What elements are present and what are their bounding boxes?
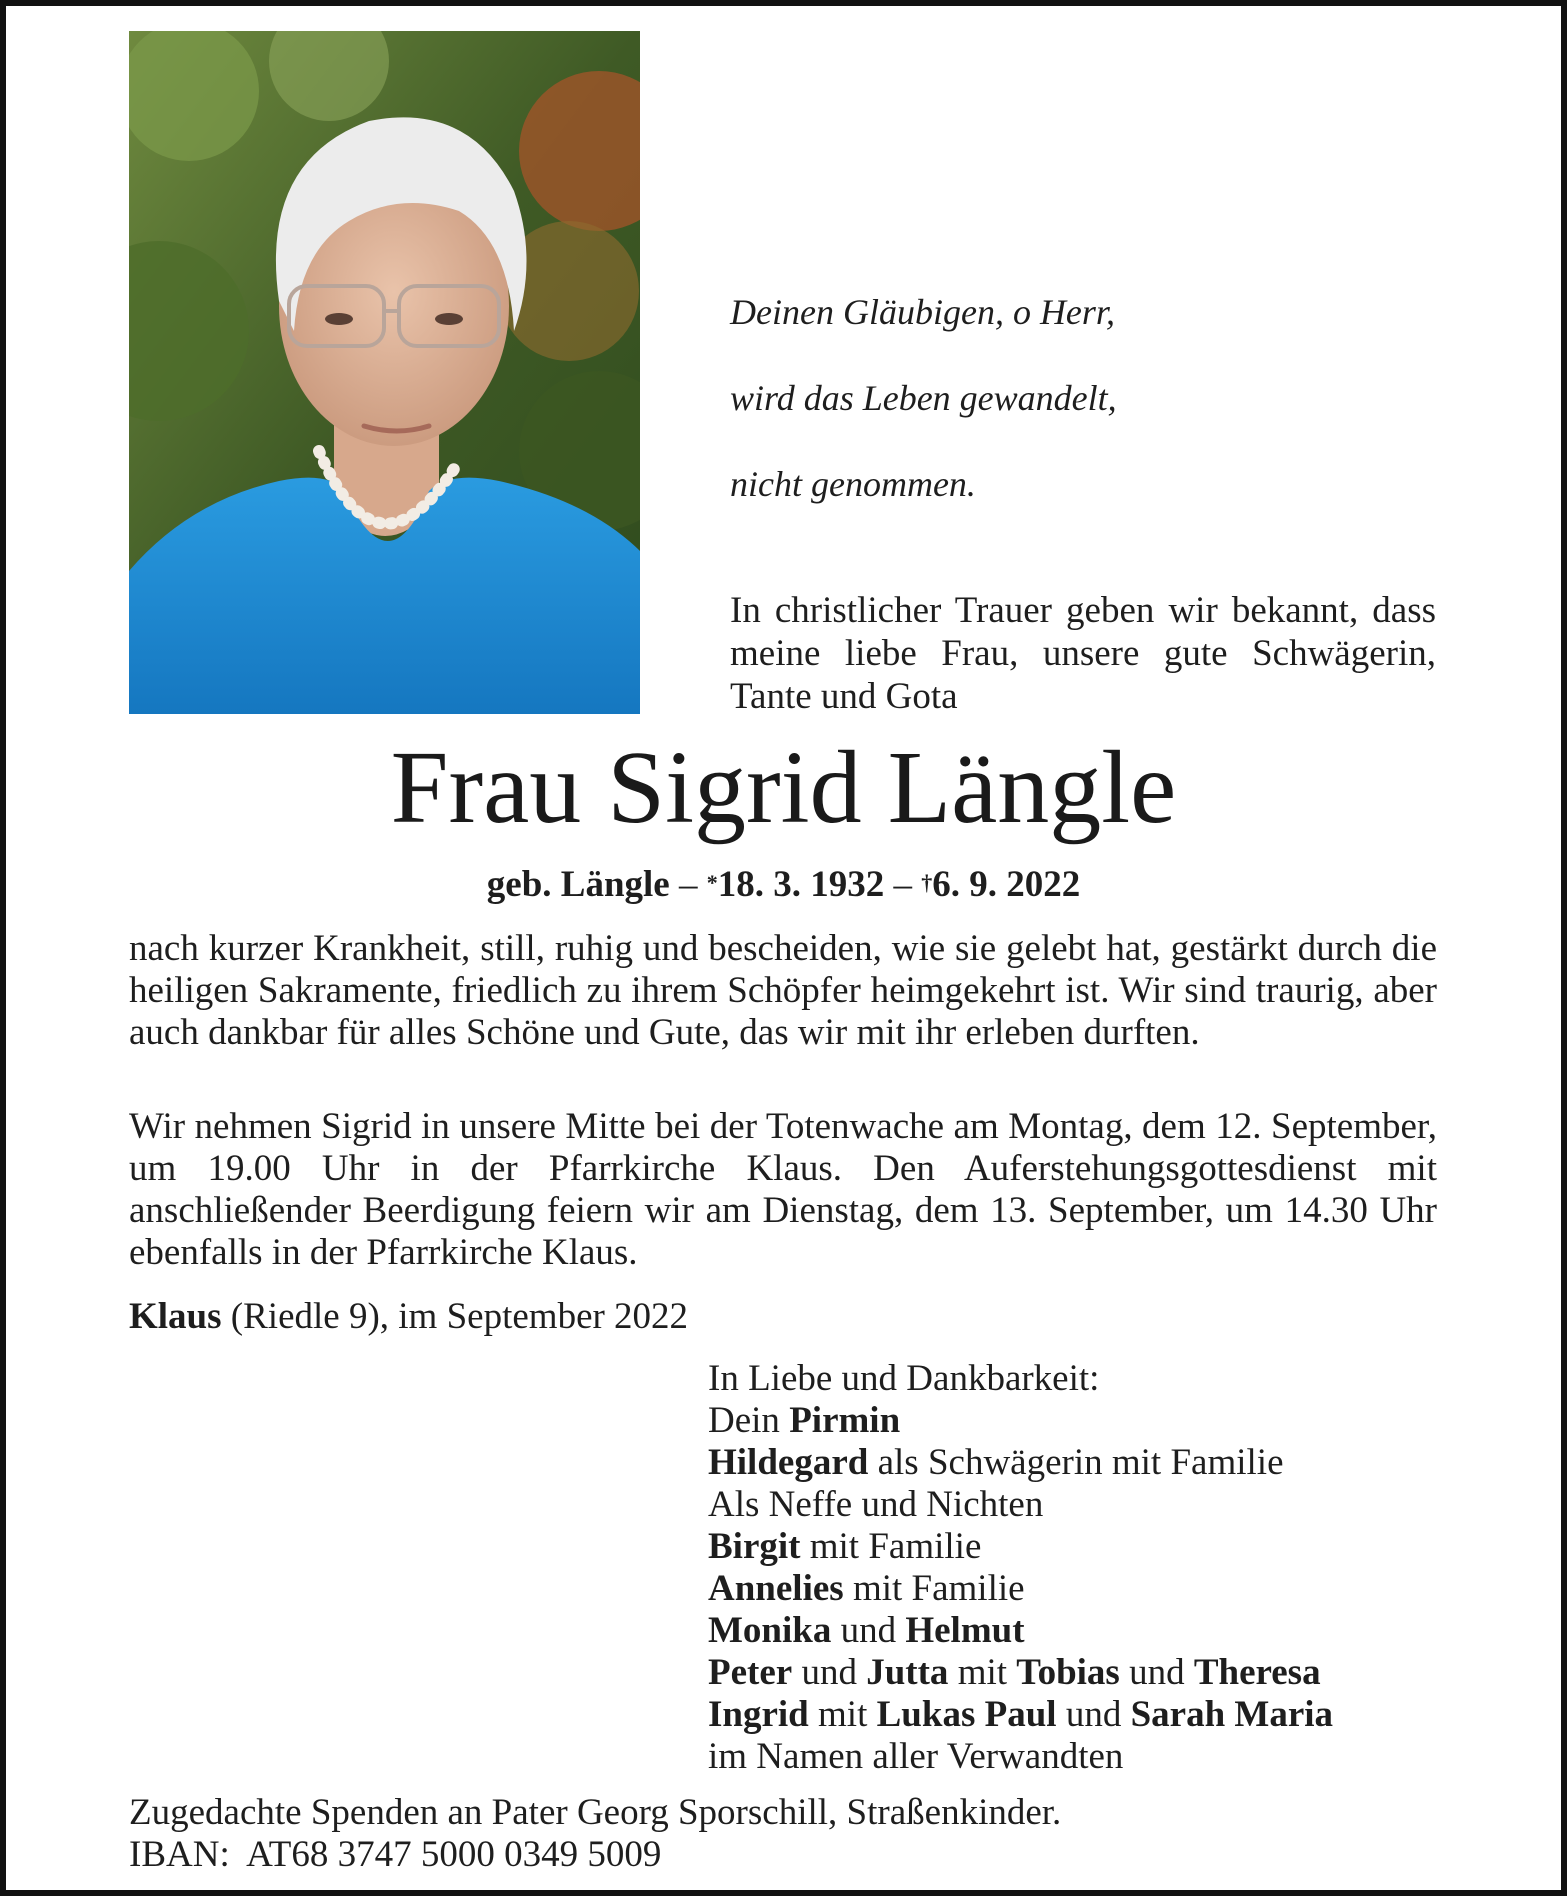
mourner-line: Birgit mit Familie [708,1526,982,1567]
donation-footer [129,1792,1061,1876]
funeral-details-paragraph: Wir nehmen Sigrid in unsere Mitte bei der Totenwache am Montag, dem 12. September, um 19.00 Uhr in der Pfarrkirche Klaus. Den Auferstehungsgottesdienst mit anschließender Beerdigung feiern wir am Dienstag, dem 13. September, um 14.30 Uhr ebenfalls in der Pfarrkirche Klaus. [129,1106,1437,1273]
birth-symbol: * [706,870,718,895]
scripture-quote [730,248,1117,549]
mourner-line: Hildegard als Schwägerin mit Familie [708,1442,1284,1483]
separator: – [893,864,912,905]
mourner-line: Monika und Helmut [708,1610,1025,1651]
maiden-name: geb. Längle [486,864,670,905]
announcement-intro: In christlicher Trauer geben wir bekannt, dass meine liebe Frau, unsere gute Schwägerin, Tante und Gota [730,590,1436,717]
deceased-name: Frau Sigrid Längle [390,730,1177,845]
life-dates [0,861,1567,909]
death-symbol: † [921,870,933,895]
birth-date: 18. 3. 1932 [717,864,885,905]
obituary-paragraph: nach kurzer Krankheit, still, ruhig und bescheiden, wie sie gelebt hat, gestärkt durch die heiligen Sakramente, friedlich zu ihrem Schöpfer heimgekehrt ist. Wir sind traurig, aber auch dankbar für alles Schöne und Gute, das wir mit ihr erleben durften. [129,928,1437,1053]
mourners-list [708,1358,1333,1778]
quote-line: wird das Leben gewandelt, [730,378,1117,418]
mourner-line: Als Neffe und Nichten [708,1484,1044,1525]
place-town: Klaus [129,1296,222,1337]
donation-note: Zugedachte Spenden an Pater Georg Sporschill, Straßenkinder. [129,1792,1062,1833]
mourners-heading: In Liebe und Dankbarkeit: [708,1358,1100,1399]
quote-line: Deinen Gläubigen, o Herr, [730,292,1115,332]
mourner-line: Peter und Jutta mit Tobias und Theresa [708,1652,1321,1693]
mourner-line: Ingrid mit Lukas Paul und Sarah Maria [708,1694,1334,1735]
iban: IBAN: AT68 3747 5000 0349 5009 [129,1834,662,1875]
place-rest: (Riedle 9), im September 2022 [221,1296,689,1337]
portrait-photo [129,31,640,714]
mourner-line: Dein Pirmin [708,1400,901,1441]
mourners-closing: im Namen aller Verwandten [708,1736,1124,1777]
death-date: 6. 9. 2022 [932,864,1081,905]
separator: – [678,864,698,905]
place-date-line [129,1296,688,1338]
quote-line: nicht genommen. [730,464,976,504]
mourner-line: Annelies mit Familie [708,1568,1025,1609]
